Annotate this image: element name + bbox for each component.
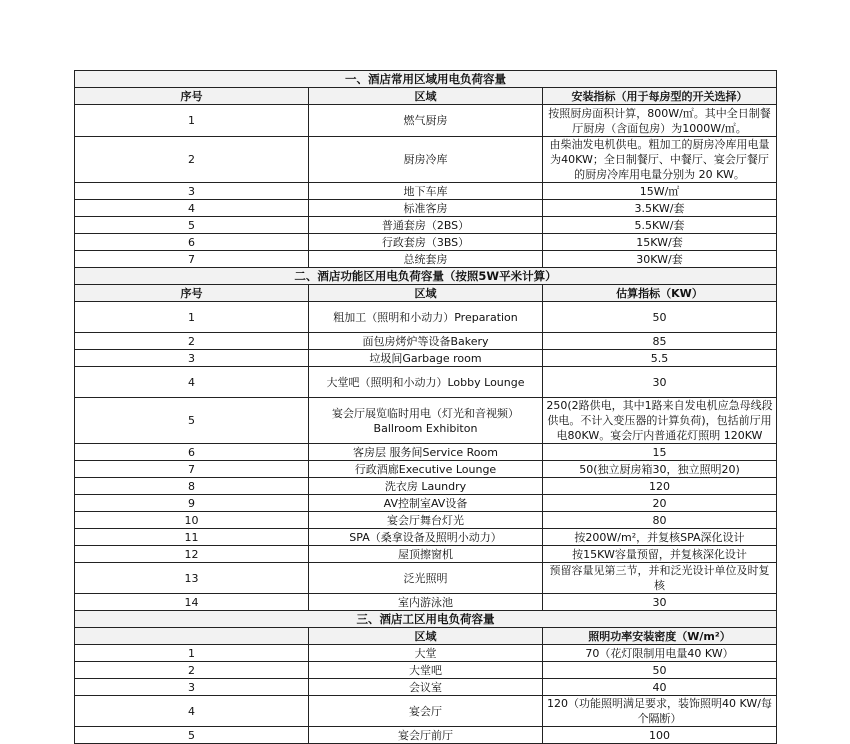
row-value: 3.5KW/套 <box>543 200 777 217</box>
table-row <box>75 350 777 367</box>
row-index: 5 <box>75 727 309 744</box>
row-index: 14 <box>75 594 309 611</box>
row-index: 9 <box>75 495 309 512</box>
row-area: 宴会厅 <box>309 696 543 727</box>
row-index: 3 <box>75 679 309 696</box>
table-row <box>75 302 777 333</box>
row-value: 5.5KW/套 <box>543 217 777 234</box>
row-area: 粗加工（照明和小动力）Preparation <box>309 302 543 333</box>
row-value: 250(2路供电，其中1路来自发电机应急母线段供电。不计入变压器的计算负荷)，包括前厅用电80KW。宴会厅内普通花灯照明 120KW <box>543 398 777 444</box>
row-value: 85 <box>543 333 777 350</box>
table-row <box>75 696 777 727</box>
table-row <box>75 461 777 478</box>
row-area: 会议室 <box>309 679 543 696</box>
row-area: 泛光照明 <box>309 563 543 594</box>
row-area: 厨房冷库 <box>309 137 543 183</box>
table-row <box>75 495 777 512</box>
row-area: AV控制室AV设备 <box>309 495 543 512</box>
row-value: 30KW/套 <box>543 251 777 268</box>
row-index: 10 <box>75 512 309 529</box>
load-capacity-table <box>74 70 777 744</box>
table-row <box>75 200 777 217</box>
row-value: 30 <box>543 594 777 611</box>
row-area: 室内游泳池 <box>309 594 543 611</box>
row-value: 120（功能照明满足要求，装饰照明40 KW/每个隔断） <box>543 696 777 727</box>
row-value: 20 <box>543 495 777 512</box>
header-area: 区域 <box>309 88 543 105</box>
table-row <box>75 645 777 662</box>
row-area: 客房层 服务间Service Room <box>309 444 543 461</box>
row-index: 6 <box>75 444 309 461</box>
row-value: 120 <box>543 478 777 495</box>
row-area: 大堂吧（照明和小动力）Lobby Lounge <box>309 367 543 398</box>
row-value: 30 <box>543 367 777 398</box>
row-value: 由柴油发电机供电。粗加工的厨房冷库用电量为40KW；全日制餐厅、中餐厅、宴会厅餐厅的厨房冷库用电量分别为 20 KW。 <box>543 137 777 183</box>
row-index: 1 <box>75 645 309 662</box>
row-value: 5.5 <box>543 350 777 367</box>
table-row <box>75 444 777 461</box>
table-row <box>75 512 777 529</box>
header-indicator: 安装指标（用于每房型的开关选择） <box>543 88 777 105</box>
section-title: 二、酒店功能区用电负荷容量（按照5W平米计算） <box>75 268 777 285</box>
row-area: 行政酒廊Executive Lounge <box>309 461 543 478</box>
table-row <box>75 105 777 137</box>
table-row <box>75 662 777 679</box>
section-title-row <box>75 71 777 88</box>
table-row <box>75 333 777 350</box>
section-title-row <box>75 611 777 628</box>
row-value: 按15KW容量预留，并复核深化设计 <box>543 546 777 563</box>
row-index: 3 <box>75 183 309 200</box>
row-index: 8 <box>75 478 309 495</box>
row-index: 2 <box>75 333 309 350</box>
row-index: 1 <box>75 302 309 333</box>
row-value: 按200W/m²，并复核SPA深化设计 <box>543 529 777 546</box>
row-area: 面包房烤炉等设备Bakery <box>309 333 543 350</box>
row-area: 洗衣房 Laundry <box>309 478 543 495</box>
row-value: 70（花灯限制用电量40 KW） <box>543 645 777 662</box>
table-row <box>75 679 777 696</box>
row-index: 4 <box>75 696 309 727</box>
row-index: 5 <box>75 217 309 234</box>
row-value: 80 <box>543 512 777 529</box>
row-value: 15W/㎡ <box>543 183 777 200</box>
row-area: 行政套房（3BS） <box>309 234 543 251</box>
row-area: 垃圾间Garbage room <box>309 350 543 367</box>
table-row <box>75 251 777 268</box>
header-index <box>75 628 309 645</box>
row-value: 50(独立厨房箱30，独立照明20) <box>543 461 777 478</box>
row-value: 15KW/套 <box>543 234 777 251</box>
row-area: 屋顶擦窗机 <box>309 546 543 563</box>
section-title-row <box>75 268 777 285</box>
row-value: 100 <box>543 727 777 744</box>
table-row <box>75 183 777 200</box>
row-index: 13 <box>75 563 309 594</box>
row-area: SPA（桑拿设备及照明小动力） <box>309 529 543 546</box>
table-row <box>75 546 777 563</box>
table-row <box>75 529 777 546</box>
row-area: 大堂吧 <box>309 662 543 679</box>
section-title: 一、酒店常用区域用电负荷容量 <box>75 71 777 88</box>
row-area: 燃气厨房 <box>309 105 543 137</box>
row-index: 4 <box>75 367 309 398</box>
row-value: 预留容量见第三节，并和泛光设计单位及时复核 <box>543 563 777 594</box>
header-area: 区域 <box>309 628 543 645</box>
row-index: 1 <box>75 105 309 137</box>
row-area: 地下车库 <box>309 183 543 200</box>
row-value: 40 <box>543 679 777 696</box>
header-row <box>75 88 777 105</box>
table-row <box>75 563 777 594</box>
row-index: 2 <box>75 137 309 183</box>
row-value: 50 <box>543 662 777 679</box>
table-row <box>75 217 777 234</box>
table-row <box>75 137 777 183</box>
header-area: 区域 <box>309 285 543 302</box>
table-row <box>75 367 777 398</box>
row-value: 15 <box>543 444 777 461</box>
header-row <box>75 628 777 645</box>
header-index: 序号 <box>75 285 309 302</box>
row-area: 大堂 <box>309 645 543 662</box>
table-row <box>75 594 777 611</box>
row-index: 6 <box>75 234 309 251</box>
table-row <box>75 727 777 744</box>
row-value: 50 <box>543 302 777 333</box>
row-index: 11 <box>75 529 309 546</box>
header-index: 序号 <box>75 88 309 105</box>
table-row <box>75 234 777 251</box>
row-area: 普通套房（2BS） <box>309 217 543 234</box>
table-body <box>75 71 777 744</box>
table-row <box>75 478 777 495</box>
row-index: 12 <box>75 546 309 563</box>
table-row <box>75 398 777 444</box>
row-area: 标准客房 <box>309 200 543 217</box>
header-indicator: 照明功率安装密度（W/m²） <box>543 628 777 645</box>
section-title: 三、酒店工区用电负荷容量 <box>75 611 777 628</box>
row-index: 7 <box>75 251 309 268</box>
row-area: 宴会厅前厅 <box>309 727 543 744</box>
header-row <box>75 285 777 302</box>
row-index: 7 <box>75 461 309 478</box>
row-index: 5 <box>75 398 309 444</box>
row-value: 按照厨房面积计算，800W/㎡。其中全日制餐厅厨房（含面包房）为1000W/㎡。 <box>543 105 777 137</box>
row-area: 宴会厅展览临时用电（灯光和音视频）Ballroom Exhibiton <box>309 398 543 444</box>
row-index: 4 <box>75 200 309 217</box>
header-indicator: 估算指标（KW） <box>543 285 777 302</box>
row-area: 宴会厅舞台灯光 <box>309 512 543 529</box>
row-index: 2 <box>75 662 309 679</box>
row-index: 3 <box>75 350 309 367</box>
row-area: 总统套房 <box>309 251 543 268</box>
